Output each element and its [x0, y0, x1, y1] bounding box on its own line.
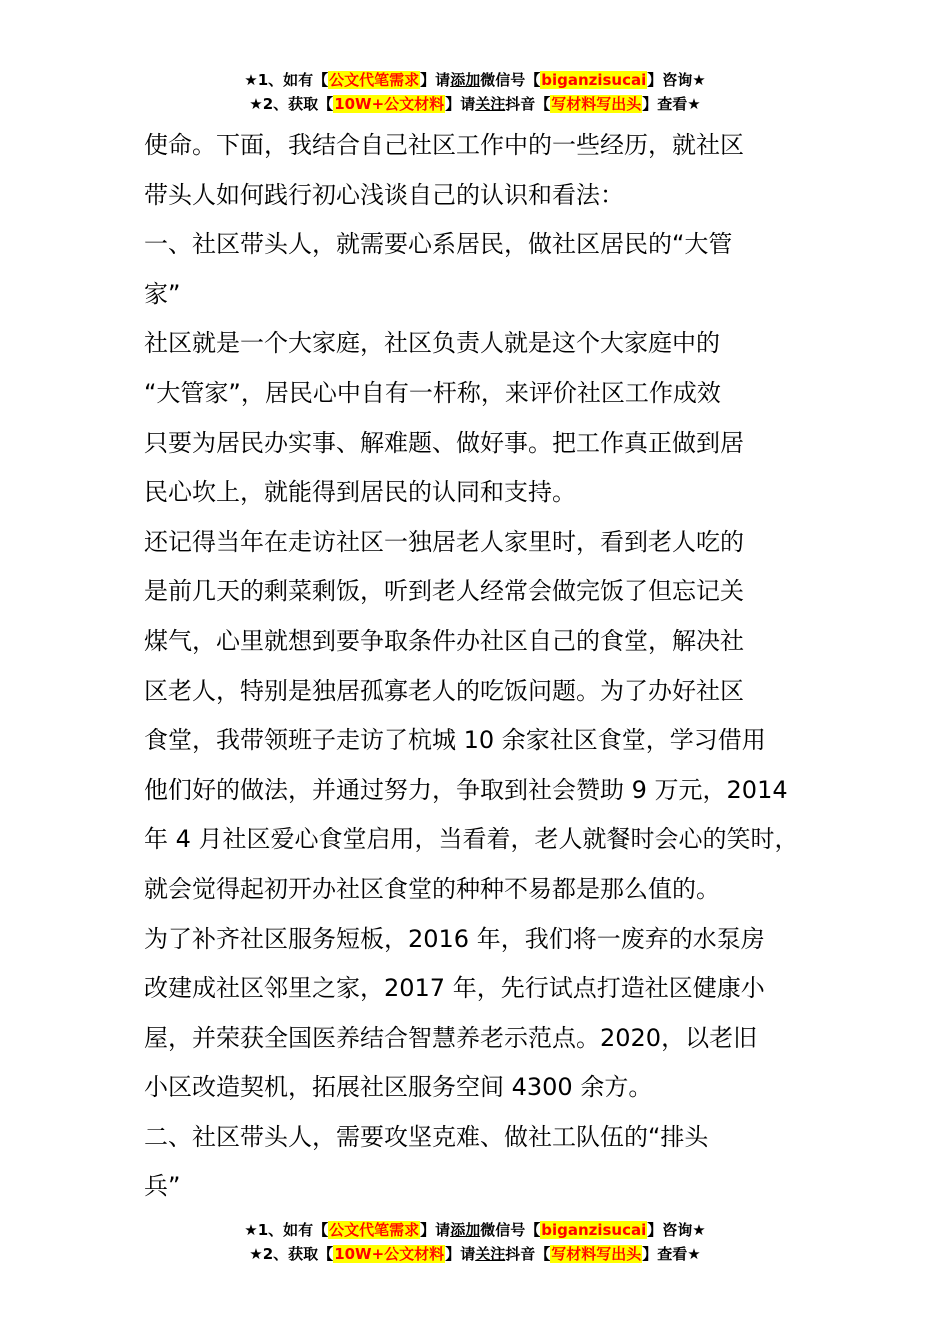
banner-highlight: 公文代笔需求 — [329, 1221, 420, 1239]
banner-line-2 — [0, 92, 950, 116]
body-line: 民心坎上，就能得到居民的认同和支持。 — [144, 478, 576, 507]
body-line: 煤气，心里就想到要争取条件办社区自己的食堂，解决社 — [144, 626, 744, 655]
body-line: 年 4 月社区爱心食堂启用，当看着，老人就餐时会心的笑时， — [144, 825, 799, 854]
body-line: 就会觉得起初开办社区食堂的种种不易都是那么值的。 — [144, 874, 720, 903]
banner-text: ★2、获取【 — [249, 95, 334, 113]
body-line: 社区就是一个大家庭，社区负责人就是这个大家庭中的 — [144, 329, 720, 358]
banner-line-1 — [0, 1218, 950, 1242]
banner-text: ★2、获取【 — [249, 1245, 334, 1263]
banner-highlight: 公文代笔需求 — [329, 71, 420, 89]
banner-highlight: 写材料写出头 — [551, 95, 642, 113]
banner-text: 抖音【 — [505, 1245, 551, 1263]
body-line: 他们好的做法，并通过努力，争取到社会赞助 9 万元，2014 — [144, 775, 788, 804]
banner-line-1 — [0, 68, 950, 92]
banner-underline: 关注 — [475, 1245, 506, 1263]
section-heading-2: 二、社区带头人，需要攻坚克难、做社工队伍的“排头 — [144, 1122, 709, 1151]
banner-text: ★1、如有【 — [244, 71, 329, 89]
banner-text: 】请 — [420, 71, 451, 89]
banner-line-2 — [0, 1242, 950, 1266]
body-line: 还记得当年在走访社区一独居老人家里时，看到老人吃的 — [144, 527, 744, 556]
banner-underline: 添加 — [450, 1221, 481, 1239]
header-banner — [0, 68, 950, 116]
banner-highlight: biganzisucai — [541, 71, 647, 89]
body-line: 带头人如何践行初心浅谈自己的认识和看法： — [144, 180, 624, 209]
body-line: “大管家”，居民心中自有一杆称，来评价社区工作成效 — [144, 378, 721, 407]
banner-text: 】查看★ — [642, 1245, 701, 1263]
banner-underline: 关注 — [475, 95, 506, 113]
banner-text: 抖音【 — [505, 95, 551, 113]
body-line: 是前几天的剩菜剩饭，听到老人经常会做完饭了但忘记关 — [144, 577, 744, 606]
banner-highlight: 10W+公文材料 — [334, 1245, 445, 1263]
banner-text: 微信号【 — [480, 71, 541, 89]
document-body — [144, 121, 834, 1212]
banner-highlight: 10W+公文材料 — [334, 95, 445, 113]
section-heading-1-cont: 家” — [144, 279, 181, 308]
banner-underline: 添加 — [450, 71, 481, 89]
banner-text: 】请 — [445, 95, 476, 113]
banner-highlight: 写材料写出头 — [551, 1245, 642, 1263]
section-heading-1: 一、社区带头人，就需要心系居民，做社区居民的“大管 — [144, 230, 733, 259]
banner-text: 】请 — [445, 1245, 476, 1263]
body-line: 屋，并荣获全国医养结合智慧养老示范点。2020，以老旧 — [144, 1023, 758, 1052]
body-line: 改建成社区邻里之家，2017 年，先行试点打造社区健康小 — [144, 974, 765, 1003]
body-line: 为了补齐社区服务短板，2016 年，我们将一废弃的水泵房 — [144, 924, 765, 953]
section-heading-2-cont: 兵” — [144, 1172, 181, 1201]
banner-text: 】请 — [420, 1221, 451, 1239]
footer-banner — [0, 1218, 950, 1266]
body-line: 食堂，我带领班子走访了杭城 10 余家社区食堂，学习借用 — [144, 726, 766, 755]
banner-text: 】咨询★ — [647, 1221, 706, 1239]
banner-text: 微信号【 — [480, 1221, 541, 1239]
banner-text: ★1、如有【 — [244, 1221, 329, 1239]
banner-text: 】咨询★ — [647, 71, 706, 89]
body-line: 区老人，特别是独居孤寡老人的吃饭问题。为了办好社区 — [144, 676, 744, 705]
banner-highlight: biganzisucai — [541, 1221, 647, 1239]
body-line: 使命。下面，我结合自己社区工作中的一些经历，就社区 — [144, 131, 744, 159]
body-line: 小区改造契机，拓展社区服务空间 4300 余方。 — [144, 1073, 653, 1102]
body-line: 只要为居民办实事、解难题、做好事。把工作真正做到居 — [144, 428, 744, 457]
banner-text: 】查看★ — [642, 95, 701, 113]
